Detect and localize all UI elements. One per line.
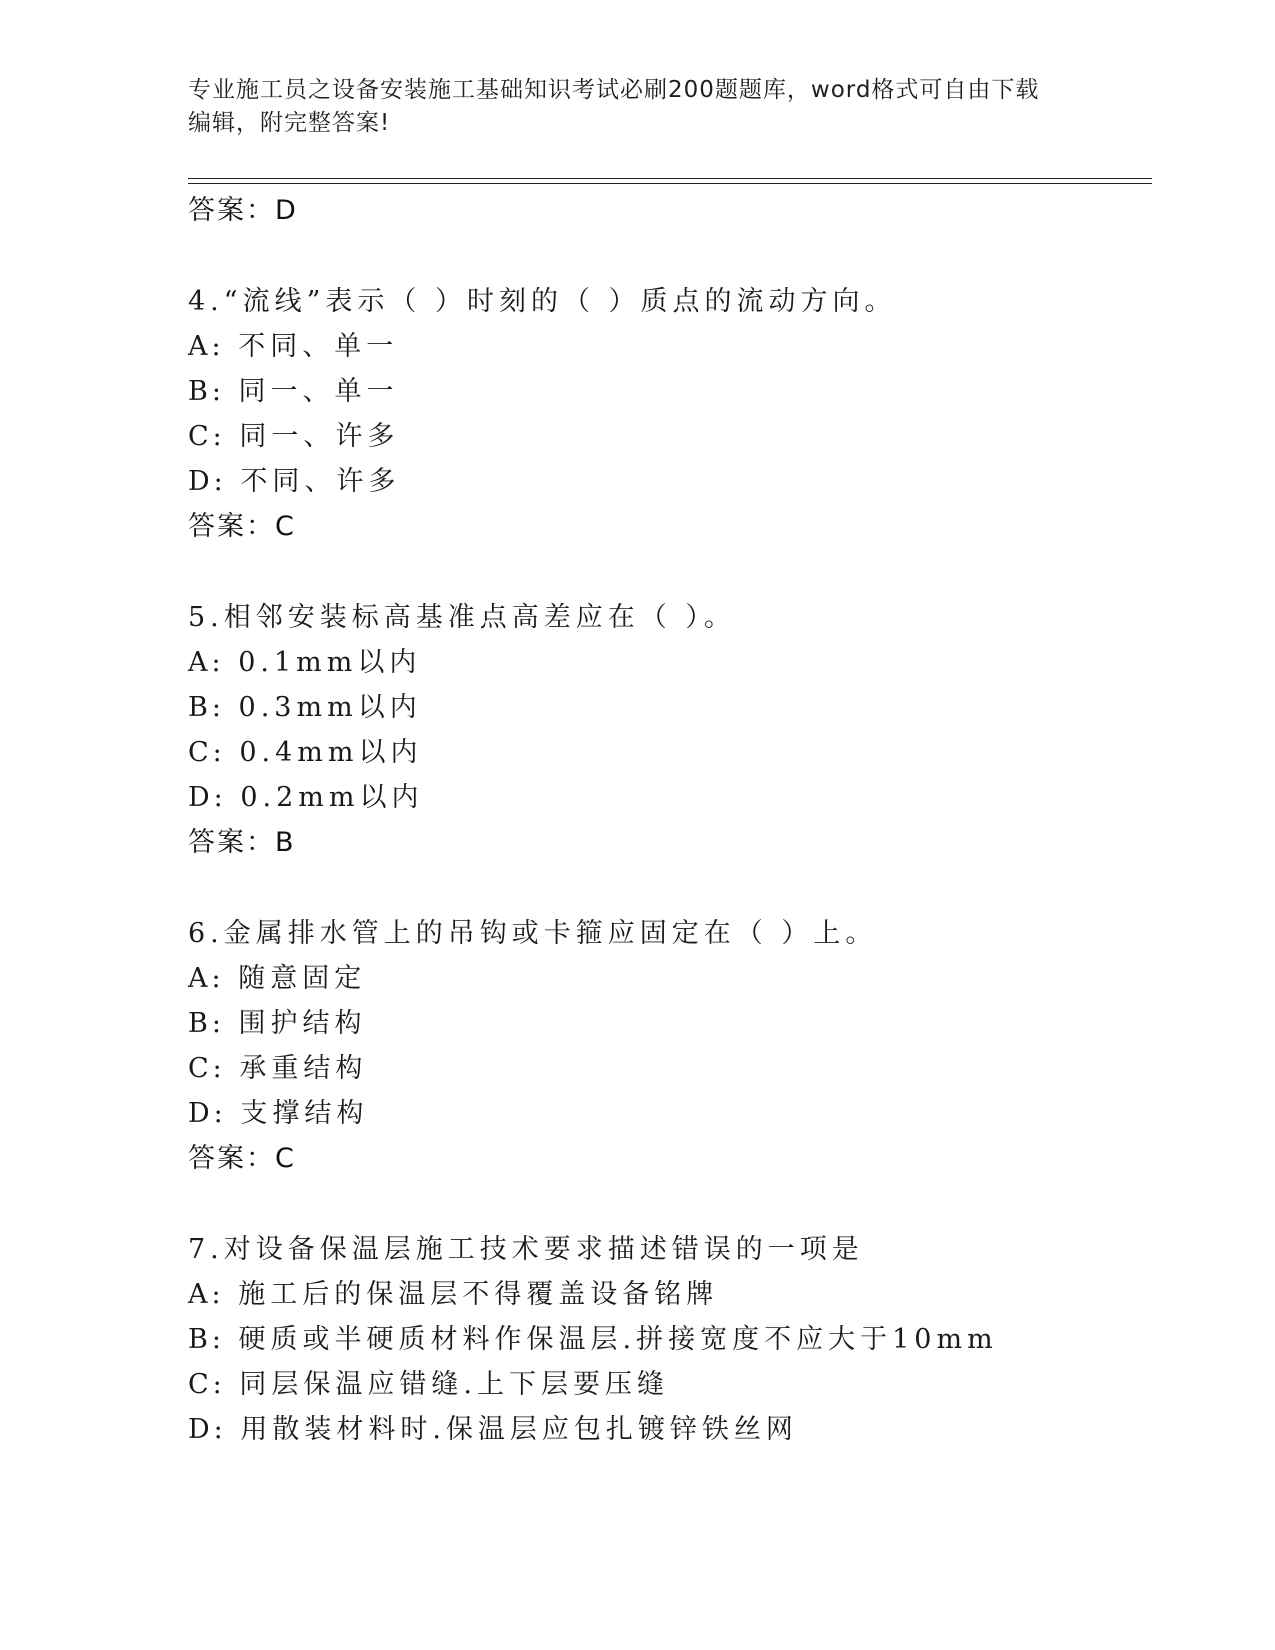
question-item <box>188 1230 1148 1450</box>
question-stem: 6.金属排水管上的吊钩或卡箍应固定在（ ）上。 <box>188 918 878 949</box>
option-text: 同一、许多 <box>239 421 400 452</box>
option-c <box>188 417 1148 457</box>
header-divider-bottom <box>188 183 1152 184</box>
option-text: 硬质或半硬质材料作保温层.拼接宽度不应大于10mm <box>238 1324 998 1355</box>
option-c <box>188 1049 1148 1089</box>
answer-line: 答案：C <box>188 511 296 542</box>
option-a <box>188 1275 1148 1315</box>
option-d <box>188 462 1148 502</box>
option-text: 0.4mm以内 <box>239 737 423 768</box>
option-key: B: <box>188 1324 225 1355</box>
option-key: A: <box>188 1279 225 1310</box>
option-text: 0.1mm以内 <box>238 647 422 678</box>
option-key: A: <box>188 331 225 362</box>
option-d <box>188 1094 1148 1134</box>
question-item <box>188 914 1148 1179</box>
question-stem: 7.对设备保温层施工技术要求描述错误的一项是 <box>188 1234 864 1265</box>
question-item <box>188 598 1148 863</box>
option-text: 同层保温应错缝.上下层要压缝 <box>239 1369 669 1400</box>
option-text: 不同、许多 <box>240 466 401 497</box>
option-a <box>188 959 1148 999</box>
option-key: A: <box>188 963 225 994</box>
option-key: D: <box>188 466 227 497</box>
option-key: D: <box>188 782 227 813</box>
question-stem: 5.相邻安装标高基准点高差应在（ ）。 <box>188 602 736 633</box>
option-c <box>188 1365 1148 1405</box>
option-a <box>188 643 1148 683</box>
question-list <box>188 191 1148 1455</box>
header-divider-top <box>188 178 1152 179</box>
option-key: C: <box>188 737 226 768</box>
option-d <box>188 1410 1148 1450</box>
option-text: 承重结构 <box>239 1053 368 1084</box>
option-key: C: <box>188 421 226 452</box>
option-c <box>188 733 1148 773</box>
document-header <box>188 74 1088 140</box>
header-title-line2: 编辑，附完整答案! <box>188 110 391 136</box>
option-d <box>188 778 1148 818</box>
option-key: C: <box>188 1369 226 1400</box>
option-text: 随意固定 <box>238 963 367 994</box>
option-b <box>188 1320 1148 1360</box>
answer-line: 答案：B <box>188 827 296 858</box>
option-b <box>188 688 1148 728</box>
option-key: A: <box>188 647 225 678</box>
option-text: 用散装材料时.保温层应包扎镀锌铁丝网 <box>240 1414 798 1445</box>
question-item <box>188 282 1148 547</box>
option-b <box>188 372 1148 412</box>
option-key: D: <box>188 1098 227 1129</box>
option-key: B: <box>188 692 225 723</box>
option-text: 0.2mm以内 <box>240 782 424 813</box>
answer-line: 答案：D <box>188 195 298 226</box>
option-key: C: <box>188 1053 226 1084</box>
option-text: 同一、单一 <box>238 376 399 407</box>
option-text: 不同、单一 <box>238 331 399 362</box>
option-b <box>188 1004 1148 1044</box>
header-title-line1: 专业施工员之设备安装施工基础知识考试必刷200题题库，word格式可自由下载 <box>188 77 1040 103</box>
option-key: B: <box>188 376 225 407</box>
option-text: 0.3mm以内 <box>238 692 422 723</box>
answer-line: 答案：C <box>188 1143 296 1174</box>
option-text: 施工后的保温层不得覆盖设备铭牌 <box>238 1279 719 1310</box>
option-text: 围护结构 <box>238 1008 367 1039</box>
option-key: B: <box>188 1008 225 1039</box>
question-stem: 4.“流线”表示（ ）时刻的（ ）质点的流动方向。 <box>188 286 897 317</box>
option-text: 支撑结构 <box>240 1098 369 1129</box>
option-key: D: <box>188 1414 227 1445</box>
option-a <box>188 327 1148 367</box>
